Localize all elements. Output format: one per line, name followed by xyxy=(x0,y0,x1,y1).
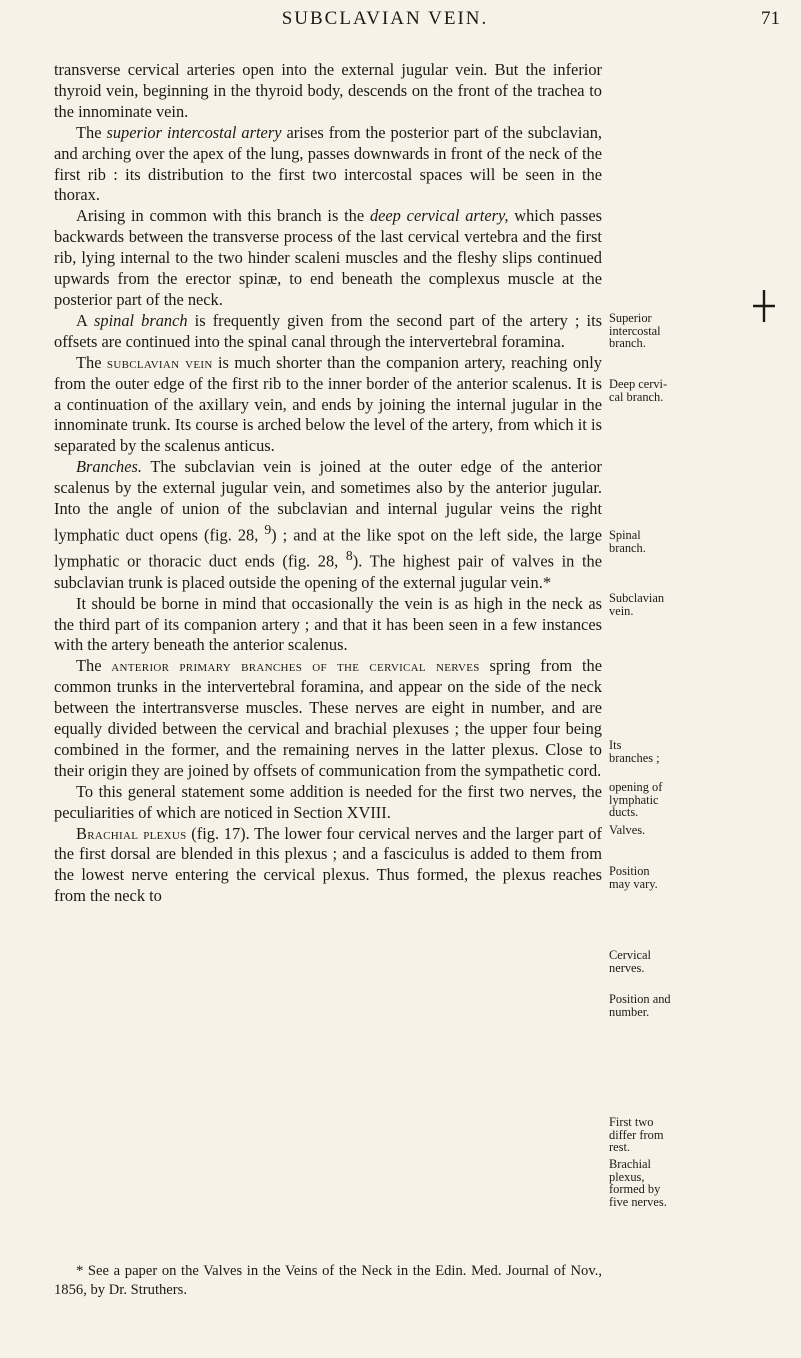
margin-note: Spinal branch. xyxy=(609,528,646,555)
text-span: deep cervical artery, xyxy=(369,206,509,226)
paragraph xyxy=(54,123,602,207)
paragraph xyxy=(54,457,602,593)
reference-superscript: 9 xyxy=(264,521,272,537)
text-span: ) ; and at the like spot on the left side, the large lymphatic or thoracic duct ends (fig. 28, xyxy=(54,525,602,571)
margin-note: First two differ from rest. xyxy=(609,1115,664,1155)
text-span: superior intercostal artery xyxy=(106,122,282,142)
text-span: It should be borne in mind that occasionally the vein is as high in the neck as the third part of its companion artery ; and that it has been seen in a few instances with the artery beneath the anterior scalenus. xyxy=(54,593,602,655)
text-span: The xyxy=(76,656,112,676)
text-span: The subclavian vein is joined at the outer edge of the anterior scalenus by the external jugular vein, and sometimes also by the anterior jugular. Into the angle of union of the subclavian and internal jugular veins the right lymphatic duct opens (fig. 28, xyxy=(54,457,602,545)
text-span: Arising in common with this branch is the xyxy=(76,206,370,226)
margin-note: Deep cervi- cal branch. xyxy=(609,377,668,404)
margin-note: Superior intercostal branch. xyxy=(609,311,661,351)
text-span: subclavian vein xyxy=(106,352,213,372)
paragraph xyxy=(54,824,602,908)
page-number: 71 xyxy=(761,8,780,29)
margin-note: Subclavian vein. xyxy=(609,591,665,618)
margin-note: Cervical nerves. xyxy=(609,948,651,975)
text-span: arises from the posterior part of the subclavian, and arching over the apex of the lung, passes downwards in front of the neck of the first rib : its distribution to the first two intercostal spaces will be seen in the thorax. xyxy=(54,122,602,205)
text-span: transverse cervical arteries open into the external jugular vein. But the inferior thyroid vein, beginning in the thyroid body, descends on the front of the trachea to the innominate vein. xyxy=(54,60,602,121)
paragraph xyxy=(54,206,602,311)
margin-note: Position and number. xyxy=(609,992,671,1019)
paragraph xyxy=(54,311,602,353)
margin-note: Its branches ; xyxy=(609,738,660,765)
text-span: (fig. 17). The lower four cervical nerves and the larger part of the first dorsal are blended in this plexus ; and a fasciculus is added to them from the lowest nerve entering the cervical plexus. Thus formed, the plexus reaches from the neck to xyxy=(54,823,602,906)
text-span: spinal branch xyxy=(94,310,188,330)
margin-note: opening of lymphatic ducts. xyxy=(609,780,663,820)
running-head-title: SUBCLAVIAN VEIN. xyxy=(281,8,489,29)
paragraph xyxy=(54,782,602,824)
text-span: is much shorter than the companion artery, reaching only from the outer edge of the first rib to the inner border of the anterior scalenus. It is a continuation of the axillary vein, and ends by joining the internal jugular in the innominate trunk. Its course is arched below the level of the artery, from which it is separated by the scalenus anticus. xyxy=(54,352,602,456)
text-span: is frequently given from the second part of the artery ; its offsets are continued into the spinal canal through the intervertebral foramina. xyxy=(54,310,603,351)
text-span: The xyxy=(76,352,107,372)
text-span: The xyxy=(76,122,107,142)
margin-note: Valves. xyxy=(609,823,646,837)
reference-superscript: 8 xyxy=(345,548,353,564)
text-span: Brachial plexus xyxy=(76,823,187,843)
printer-cross-mark-icon xyxy=(751,289,777,323)
text-span: Branches. xyxy=(76,457,143,477)
body-text xyxy=(54,60,602,907)
paragraph xyxy=(54,594,602,657)
text-span: A xyxy=(76,310,95,330)
margin-note: Brachial plexus, formed by five nerves. xyxy=(609,1157,667,1209)
paragraph xyxy=(54,656,602,781)
paragraph xyxy=(54,353,602,458)
paragraph xyxy=(54,60,602,123)
text-span: anterior primary branches of the cervical nerves xyxy=(111,656,480,676)
margin-note: Position may vary. xyxy=(609,864,658,891)
footnote: * See a paper on the Valves in the Veins of the Neck in the Edin. Med. Journal of Nov., 1856, by Dr. Struthers. xyxy=(54,1263,602,1298)
running-head xyxy=(0,8,801,38)
text-span: which passes backwards between the transverse process of the last cervical vertebra and the first rib, lying internal to the two hinder scaleni muscles and the fleshy slips continued upwards from the erector spinæ, to end beneath the complexus muscle at the posterior part of the neck. xyxy=(54,206,602,309)
text-span: ). The highest pair of valves in the subclavian trunk is placed outside the opening of the external jugular vein.* xyxy=(54,551,603,592)
text-span: spring from the common trunks in the intervertebral foramina, and appear on the side of the neck between the intertransverse muscles. These nerves are eight in number, and are equally divided between the cervical and brachial plexuses ; the upper four being combined in the former, and the remaining nerves in the latter plexus. Close to their origin they are joined by offsets of communication from the sympathetic cord. xyxy=(54,656,602,780)
text-span: To this general statement some addition is needed for the first two nerves, the peculiarities of which are noticed in Section XVIII. xyxy=(54,781,602,822)
